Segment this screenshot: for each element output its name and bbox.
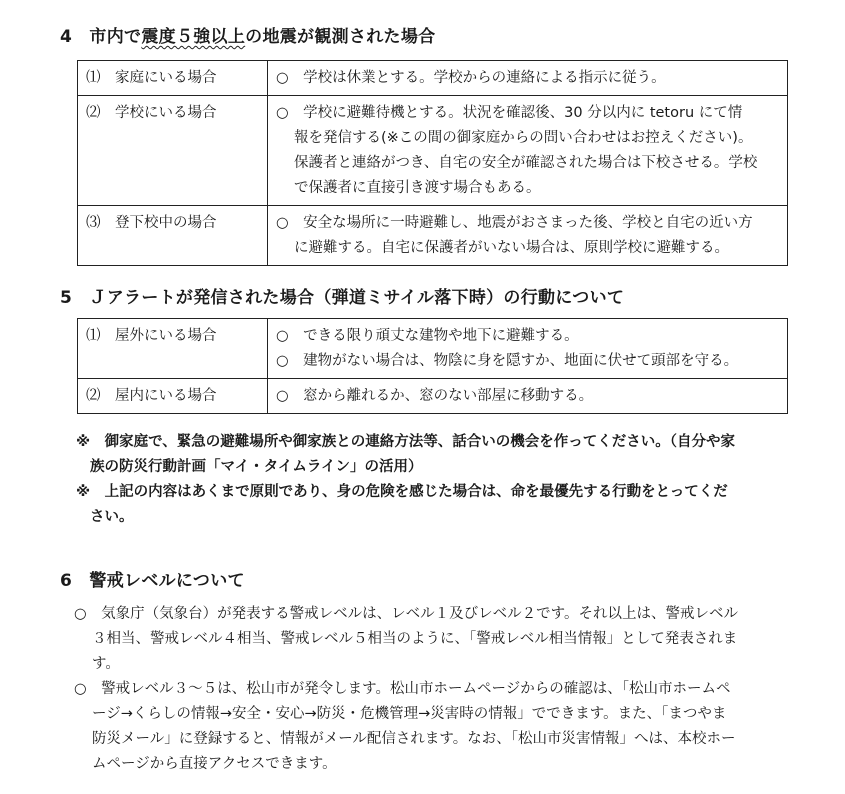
row-content: ○ できる限り頑丈な建物や地下に避難する。 ○ 建物がない場合は、物陰に身を隠すか、地面に伏せて頭部を守る。 xyxy=(268,319,788,379)
note-priority-life: ※ 上記の内容はあくまで原則であり、身の危険を感じた場合は、命を最優先する行動をとってくだ さい。 xyxy=(76,484,728,525)
section-6-heading: 6 警戒レベルについて xyxy=(60,571,245,591)
row-label: ⑶ 登下校中の場合 xyxy=(78,206,268,266)
row-label: ⑴ 家庭にいる場合 xyxy=(78,61,268,96)
row-label: ⑴ 屋外にいる場合 xyxy=(78,319,268,379)
row-content: ○ 窓から離れるか、窓のない部屋に移動する。 xyxy=(268,379,788,414)
row-content: ○ 安全な場所に一時避難し、地震がおさまった後、学校と自宅の近い方 に避難する。自宅に保護者がいない場合は、原則学校に避難する。 xyxy=(268,206,788,266)
note-family-plan: ※ 御家庭で、緊急の避難場所や御家族との連絡方法等、話合いの機会を作ってください。（自分や家 族の防災行動計画「マイ・タイムライン」の活用） xyxy=(76,434,736,475)
table-row xyxy=(78,61,788,96)
paragraph-matsuyama-info: ○ 警戒レベル３～５は、松山市が発令します。松山市ホームページからの確認は、「松山市ホームペ ージ→くらしの情報→安全・安心→防災・危機管理→災害時の情報」でできます。また、「まつやま 防災メール」に登録すると、情報がメール配信されます。なお、「松山市災害情報」へは、本校ホー ムページから直接アクセスできます。 xyxy=(74,681,736,772)
row-content: ○ 学校は休業とする。学校からの連絡による指示に従う。 xyxy=(268,61,788,96)
heading-emphasis: 震度５強以上 xyxy=(141,27,246,47)
table-row xyxy=(78,379,788,414)
earthquake-table xyxy=(77,60,788,266)
paragraph-alert-levels: ○ 気象庁（気象台）が発表する警戒レベルは、レベル１及びレベル２です。それ以上は、警戒レベル ３相当、警戒レベル４相当、警戒レベル５相当のように、「警戒レベル相当情報」として発表されま す。 xyxy=(74,606,738,672)
table-row xyxy=(78,206,788,266)
jalert-table xyxy=(77,318,788,414)
table-row xyxy=(78,319,788,379)
row-label: ⑵ 学校にいる場合 xyxy=(78,96,268,206)
row-content: ○ 学校に避難待機とする。状況を確認後、30 分以内に tetoru にて情 報を発信する(※この間の御家庭からの問い合わせはお控えください)。 保護者と連絡がつき、自宅の安全が確認された場合は下校させる。学校 で保護者に直接引き渡す場合もある。 xyxy=(268,96,788,206)
section-4-heading: 4 市内で震度５強以上の地震が観測された場合 xyxy=(60,27,436,47)
row-label: ⑵ 屋内にいる場合 xyxy=(78,379,268,414)
table-row xyxy=(78,96,788,206)
section-5-heading: 5 Ｊアラートが発信された場合（弾道ミサイル落下時）の行動について xyxy=(60,288,625,308)
